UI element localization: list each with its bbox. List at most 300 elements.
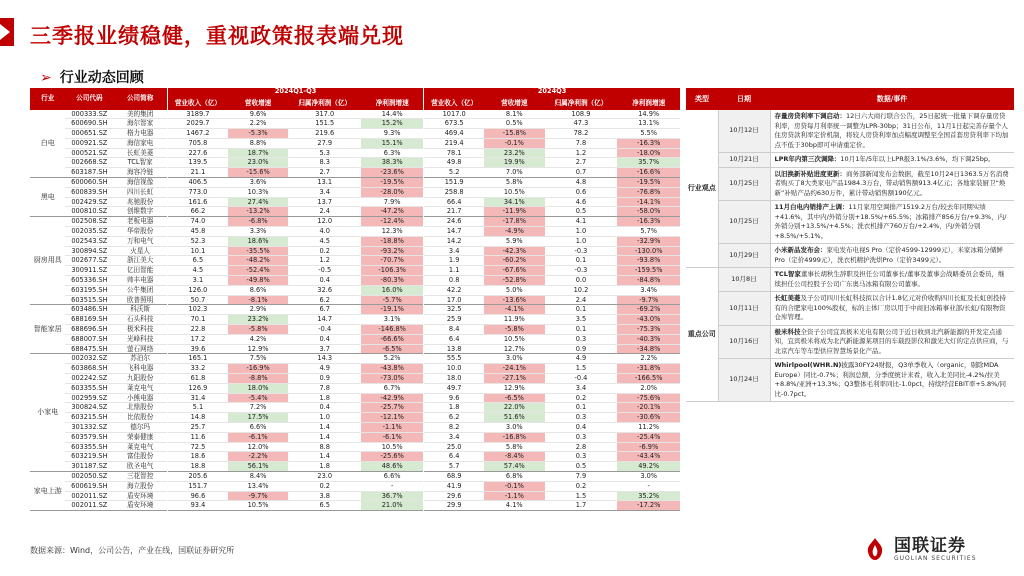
table-cell: 苏泊尔 bbox=[130, 354, 151, 363]
table-cell: 9.6 bbox=[424, 393, 484, 403]
table-cell: 4.1% bbox=[505, 501, 523, 510]
table-cell: 6.4 bbox=[424, 334, 484, 344]
table-cell: -5.3% bbox=[228, 129, 288, 139]
news-event bbox=[770, 292, 1014, 326]
table-cell: -5.8% bbox=[484, 325, 544, 335]
table-cell: 兆驰股份 bbox=[126, 197, 154, 206]
table-cell: -43.0% bbox=[617, 315, 680, 325]
news-event-title: Whirlpool(WHR.N) bbox=[774, 361, 842, 369]
table-cell: 49.7 bbox=[424, 383, 484, 393]
table-row bbox=[30, 197, 680, 207]
table-cell: 2.9% bbox=[249, 305, 267, 314]
table-cell: -4.9% bbox=[484, 227, 544, 237]
col-np-growth: 净利润增速 bbox=[361, 96, 424, 110]
table-cell: 66.4 bbox=[424, 197, 484, 207]
table-cell: -27.1% bbox=[484, 374, 544, 384]
table-cell: 15.1% bbox=[361, 138, 424, 148]
table-cell: 0.8 bbox=[424, 276, 484, 286]
table-cell: 6.5 bbox=[319, 501, 330, 510]
table-cell: -43.8% bbox=[361, 364, 424, 374]
table-cell: 219.4 bbox=[424, 138, 484, 148]
table-cell: -52.4% bbox=[228, 266, 288, 276]
table-cell: 1.0 bbox=[575, 236, 587, 245]
table-cell: 002677.SZ bbox=[71, 256, 108, 265]
table-cell: 603219.SH bbox=[71, 452, 108, 461]
table-cell: 0.3 bbox=[575, 432, 587, 441]
table-cell: 17.5% bbox=[228, 413, 288, 423]
table-cell: 14.4% bbox=[381, 109, 403, 118]
table-cell: 12.0% bbox=[247, 442, 269, 451]
logo-text-cn: 国联证券 bbox=[894, 535, 966, 556]
table-row bbox=[30, 119, 680, 129]
table-cell: -18.0% bbox=[617, 148, 680, 158]
table-cell: 49.8 bbox=[424, 158, 484, 168]
table-cell: 10.5% bbox=[381, 442, 403, 451]
table-cell: -146.8% bbox=[361, 325, 424, 335]
table-cell: -0.4 bbox=[574, 374, 588, 383]
table-cell: 219.6 bbox=[315, 129, 335, 138]
table-cell: 0.1 bbox=[575, 256, 587, 265]
table-cell: 2.4 bbox=[319, 207, 330, 216]
table-row bbox=[30, 471, 680, 481]
table-cell: 0.2 bbox=[575, 481, 587, 490]
table-cell: 欧普照明 bbox=[126, 295, 154, 304]
table-cell: 108.9 bbox=[571, 109, 591, 118]
table-cell: 600690.SH bbox=[71, 119, 108, 128]
table-cell: 5.2 bbox=[424, 168, 484, 178]
table-cell: 0.9 bbox=[319, 374, 330, 383]
table-cell: -42.3% bbox=[484, 246, 544, 256]
table-cell: 0.5% bbox=[505, 119, 523, 128]
table-cell: 25.7 bbox=[167, 423, 227, 433]
news-event-text: 10月1年/5年以上LPR报3.1%/3.6%，均下调25bp。 bbox=[840, 155, 995, 163]
table-row bbox=[30, 217, 680, 227]
table-cell: 25.0 bbox=[424, 442, 484, 452]
table-cell: 8.8 bbox=[319, 442, 330, 451]
table-cell: 17.0 bbox=[424, 295, 484, 305]
table-row bbox=[30, 285, 680, 295]
table-cell: 6.2 bbox=[319, 295, 330, 304]
table-cell: 4.5 bbox=[319, 236, 330, 245]
table-cell: -6.1% bbox=[228, 432, 288, 442]
table-row bbox=[30, 305, 680, 315]
table-cell: -58.0% bbox=[617, 207, 680, 217]
news-event-title: LPR年内第三次调降： bbox=[774, 155, 841, 163]
table-cell: 创维数字 bbox=[126, 207, 154, 216]
table-cell: 673.5 bbox=[424, 119, 484, 129]
table-cell: -5.4% bbox=[228, 393, 288, 403]
table-cell: 301187.SZ bbox=[71, 462, 108, 471]
table-cell: 6.3% bbox=[383, 148, 401, 157]
table-cell: 13.1% bbox=[638, 119, 660, 128]
table-cell: 50.7 bbox=[167, 295, 227, 305]
col-rev: 营业收入（亿） bbox=[167, 96, 227, 110]
table-cell: 688696.SH bbox=[71, 325, 108, 334]
table-cell: -6.5% bbox=[361, 344, 424, 354]
table-cell: 23.2% bbox=[484, 148, 544, 158]
news-table bbox=[686, 88, 1014, 402]
table-cell: -9.7% bbox=[617, 295, 680, 305]
table-cell: 12.7% bbox=[503, 344, 525, 353]
table-cell: 1.9 bbox=[424, 256, 484, 266]
table-cell: - bbox=[647, 481, 650, 490]
table-cell: 72.5 bbox=[167, 442, 227, 452]
table-row bbox=[30, 481, 680, 491]
table-cell: 688007.SH bbox=[71, 334, 108, 343]
industry-group-cell: 小家电 bbox=[37, 408, 59, 417]
table-cell: -14.1% bbox=[617, 197, 680, 207]
table-cell: 15.2% bbox=[361, 119, 424, 129]
table-cell: -70.7% bbox=[361, 256, 424, 266]
table-cell: 705.8 bbox=[167, 138, 227, 148]
table-cell: 11.6 bbox=[167, 432, 227, 442]
table-cell: 36.7% bbox=[361, 491, 424, 501]
table-cell: 0.2 bbox=[319, 246, 330, 255]
table-cell: -32.9% bbox=[617, 236, 680, 246]
col-type: 类型 bbox=[686, 88, 718, 110]
table-cell: 25.9 bbox=[424, 315, 484, 325]
table-cell: 48.6% bbox=[361, 462, 424, 472]
table-cell: 002508.SZ bbox=[71, 217, 108, 226]
table-row bbox=[30, 354, 680, 364]
table-cell: 605336.SH bbox=[71, 276, 108, 285]
table-cell: 102.3 bbox=[167, 305, 227, 315]
table-cell: -166.5% bbox=[617, 374, 680, 384]
table-row bbox=[30, 236, 680, 246]
table-row bbox=[30, 256, 680, 266]
table-cell: 9.6% bbox=[249, 109, 267, 118]
table-cell: 1.8 bbox=[424, 403, 484, 413]
table-row bbox=[30, 364, 680, 374]
industry-group-cell: 智能家居 bbox=[33, 325, 62, 334]
col-event: 数据/事件 bbox=[770, 88, 1014, 110]
table-cell: 4.9 bbox=[319, 364, 330, 373]
table-cell: 23.2% bbox=[228, 315, 288, 325]
table-cell: 3.1% bbox=[383, 315, 401, 324]
table-row bbox=[30, 158, 680, 168]
table-cell: TCL智家 bbox=[127, 158, 153, 167]
table-cell: 1.7 bbox=[575, 501, 587, 510]
period-header-2: 2024Q3 bbox=[424, 88, 680, 96]
table-cell: 000521.SZ bbox=[71, 148, 108, 157]
table-cell: 12.9% bbox=[247, 344, 269, 353]
table-cell: 莱克电气 bbox=[126, 383, 154, 392]
table-cell: -20.1% bbox=[617, 403, 680, 413]
table-cell: -130.0% bbox=[617, 246, 680, 256]
table-cell: 773.0 bbox=[167, 187, 227, 197]
company-logo bbox=[862, 536, 977, 562]
news-event-title: TCL智家 bbox=[774, 270, 801, 278]
table-cell: 0.5 bbox=[575, 207, 587, 216]
table-cell: -42.9% bbox=[361, 393, 424, 403]
table-cell: 4.1 bbox=[575, 217, 587, 226]
table-cell: 205.6 bbox=[167, 471, 227, 481]
table-cell: 002429.SZ bbox=[71, 197, 108, 206]
table-cell: 1.5 bbox=[575, 491, 587, 500]
table-row bbox=[30, 129, 680, 139]
col-code: 公司代码 bbox=[65, 88, 113, 110]
col-np-growth-q3: 净利润增速 bbox=[617, 96, 680, 110]
table-cell: -35.5% bbox=[228, 246, 288, 256]
table-cell: 32.5 bbox=[424, 305, 484, 315]
news-row bbox=[686, 153, 1014, 168]
table-cell: -4.1% bbox=[484, 305, 544, 315]
page-title: 三季报业绩稳健，重视政策报表端兑现 bbox=[30, 24, 404, 48]
table-cell: -2.2% bbox=[228, 452, 288, 462]
table-cell: 18.8 bbox=[167, 462, 227, 472]
table-cell: 002543.SZ bbox=[71, 236, 108, 245]
table-cell: 0.4 bbox=[319, 276, 330, 285]
table-cell: 5.2% bbox=[383, 354, 401, 363]
col-np-q3: 归属净利润（亿） bbox=[545, 96, 618, 110]
table-cell: 10.2 bbox=[573, 285, 589, 294]
news-event-text: 12日六大商行联合公告，25日起统一批量下调存量房贷利率，房贷每月利率统一调整为LPR-30bp；31日公布，11月1日起完善存量个人住房贷款利率定价机制，将较人房贷利率加点幅度调整至全国首套房贷利率下均加点不低于30bp即可申请重定价。 bbox=[774, 112, 1009, 149]
table-cell: -31.8% bbox=[617, 364, 680, 374]
table-cell: 3.1 bbox=[167, 276, 227, 286]
table-cell: 0.3 bbox=[575, 413, 587, 422]
table-cell: 14.8 bbox=[167, 413, 227, 423]
table-cell: 002242.SZ bbox=[71, 374, 108, 383]
table-cell: -24.1% bbox=[484, 364, 544, 374]
table-row bbox=[30, 266, 680, 276]
news-date: 10月11日 bbox=[718, 292, 770, 326]
table-cell: -23.6% bbox=[361, 168, 424, 178]
table-cell: 0.0 bbox=[575, 276, 587, 285]
news-event bbox=[770, 153, 1014, 168]
table-cell: -28.0% bbox=[361, 187, 424, 197]
table-cell: -0.3 bbox=[574, 266, 588, 275]
table-row bbox=[30, 413, 680, 423]
table-cell: -16.3% bbox=[617, 138, 680, 148]
table-cell: -19.1% bbox=[361, 305, 424, 315]
table-cell: 13.1 bbox=[317, 178, 333, 187]
industry-group-cell: 黑电 bbox=[40, 192, 55, 201]
table-cell: 10.5% bbox=[503, 334, 525, 343]
table-cell: 51.6% bbox=[484, 413, 544, 423]
table-cell: 11.2% bbox=[638, 423, 660, 431]
table-cell: 1.4 bbox=[319, 423, 330, 431]
table-cell: 49.2% bbox=[617, 462, 680, 472]
table-cell: 8.4% bbox=[249, 471, 267, 480]
table-cell: 3.0% bbox=[505, 423, 523, 431]
news-event-title: 小米新品发布会： bbox=[774, 246, 827, 254]
table-cell: 002032.SZ bbox=[71, 354, 108, 363]
news-row bbox=[686, 359, 1014, 402]
table-cell: 6.6% bbox=[383, 471, 401, 480]
table-cell: 5.3 bbox=[319, 148, 330, 157]
table-cell: 000651.SZ bbox=[71, 129, 108, 138]
table-row bbox=[30, 334, 680, 344]
table-cell: 74.0 bbox=[167, 217, 227, 227]
table-cell: 12.0 bbox=[317, 217, 333, 226]
table-cell: 富佳股份 bbox=[126, 452, 154, 461]
table-cell: 317.0 bbox=[315, 109, 335, 118]
news-event-text: 董事长胡秋生辞职及担任公司董事长/董事及董事会战略委员会委员，继续担任公司控股子公司广东奥马冰箱有限公司董事。 bbox=[774, 270, 1005, 288]
table-cell: 300824.SZ bbox=[71, 403, 108, 412]
table-cell: 301332.SZ bbox=[71, 423, 108, 431]
table-cell: 1.0 bbox=[319, 413, 330, 422]
table-cell: 23.0 bbox=[317, 471, 333, 480]
table-cell: 8.8% bbox=[249, 138, 267, 147]
table-cell: 3.0% bbox=[505, 354, 523, 363]
col-rev-growth-q3: 营收增速 bbox=[484, 96, 544, 110]
table-cell: - bbox=[390, 481, 394, 490]
table-cell: -12.1% bbox=[361, 413, 424, 423]
table-cell: 38.3% bbox=[361, 158, 424, 168]
table-cell: 盾安环境 bbox=[126, 491, 154, 500]
table-cell: -5.8% bbox=[228, 325, 288, 335]
table-cell: 17.2 bbox=[167, 334, 227, 344]
table-cell: 4.5 bbox=[167, 266, 227, 276]
table-cell: 盾安环境 bbox=[126, 501, 154, 510]
table-cell: -6.8% bbox=[228, 217, 288, 227]
table-cell: 0.4 bbox=[575, 423, 587, 431]
table-cell: 21.7 bbox=[424, 207, 484, 217]
table-cell: 603195.SH bbox=[71, 285, 108, 294]
table-cell: 34.1% bbox=[484, 197, 544, 207]
news-event bbox=[770, 268, 1014, 292]
table-row bbox=[30, 246, 680, 256]
table-cell: 5.0% bbox=[505, 285, 523, 294]
table-cell: 14.7 bbox=[424, 227, 484, 237]
table-cell: 13.8 bbox=[424, 344, 484, 354]
table-cell: 海容冷链 bbox=[126, 168, 154, 177]
news-event-title: 极米科技 bbox=[774, 327, 801, 336]
col-date: 日期 bbox=[718, 88, 770, 110]
table-cell: -12.4% bbox=[361, 217, 424, 227]
table-cell: 2.0% bbox=[640, 383, 658, 392]
table-cell: 93.4 bbox=[167, 501, 227, 511]
table-cell: 海尔智家 bbox=[126, 119, 154, 128]
col-rev-growth: 营收增速 bbox=[228, 96, 288, 110]
table-cell: 52.3 bbox=[167, 236, 227, 246]
table-cell: -66.6% bbox=[361, 334, 424, 344]
table-cell: 12.3% bbox=[381, 227, 403, 236]
table-row bbox=[30, 423, 680, 433]
table-cell: -75.3% bbox=[617, 325, 680, 335]
table-cell: 7.9 bbox=[575, 471, 587, 480]
section-title-text: 行业动态回顾 bbox=[59, 70, 144, 86]
table-cell: 1.4 bbox=[319, 432, 330, 441]
table-cell: 5.7% bbox=[640, 227, 658, 236]
table-cell: -84.8% bbox=[617, 276, 680, 286]
table-cell: -8.1% bbox=[228, 295, 288, 305]
news-row bbox=[686, 292, 1014, 326]
table-cell: 7.5% bbox=[249, 354, 267, 363]
table-row bbox=[30, 207, 680, 217]
table-cell: 469.4 bbox=[424, 129, 484, 139]
table-row bbox=[30, 295, 680, 305]
table-cell: 小熊电器 bbox=[126, 393, 154, 402]
table-cell: 0.1 bbox=[575, 325, 587, 334]
table-cell: 8.6% bbox=[249, 285, 267, 294]
news-event-title: 11月白电内销排产上调： bbox=[774, 203, 849, 211]
news-event-title: 长虹美菱 bbox=[774, 294, 801, 302]
table-cell: 57.4% bbox=[484, 462, 544, 472]
table-cell: 2029.7 bbox=[167, 119, 227, 129]
table-cell: 0.7 bbox=[575, 168, 587, 177]
table-cell: 22.0% bbox=[484, 403, 544, 413]
table-cell: -69.2% bbox=[617, 305, 680, 315]
table-cell: 688475.SH bbox=[71, 344, 108, 353]
industry-group-cell: 厨房用具 bbox=[33, 256, 62, 265]
table-cell: 1.0 bbox=[575, 227, 587, 236]
table-cell: 23.0% bbox=[228, 158, 288, 168]
table-cell: -8.4% bbox=[484, 452, 544, 462]
table-cell: 5.7 bbox=[424, 462, 484, 472]
table-cell: 12.9% bbox=[503, 383, 525, 392]
table-cell: 3189.7 bbox=[167, 110, 227, 119]
table-cell: 600060.SH bbox=[71, 178, 108, 187]
table-cell: 603579.SH bbox=[71, 432, 108, 441]
table-cell: 258.8 bbox=[424, 187, 484, 197]
table-cell: 6.7 bbox=[319, 305, 330, 314]
news-event bbox=[770, 201, 1014, 244]
table-cell: 688169.SH bbox=[71, 315, 108, 324]
table-cell: 1.5 bbox=[575, 364, 587, 373]
news-event bbox=[770, 244, 1014, 268]
table-cell: 6.2 bbox=[424, 413, 484, 423]
news-row bbox=[686, 201, 1014, 244]
table-cell: 78.1 bbox=[424, 148, 484, 158]
table-cell: 4.9 bbox=[575, 354, 587, 363]
table-cell: 3.7 bbox=[319, 344, 330, 353]
table-cell: 35.2% bbox=[617, 491, 680, 501]
news-date: 10月21日 bbox=[718, 153, 770, 168]
table-cell: -9.7% bbox=[228, 491, 288, 501]
table-cell: 002959.SZ bbox=[71, 393, 108, 402]
news-date: 10月25日 bbox=[718, 167, 770, 201]
table-row bbox=[30, 501, 680, 511]
table-cell: 0.3 bbox=[575, 334, 587, 343]
table-cell: 603868.SH bbox=[71, 364, 108, 373]
table-cell: 47.3 bbox=[573, 119, 589, 128]
table-cell: 8.3 bbox=[319, 158, 330, 167]
table-row bbox=[30, 432, 680, 442]
table-cell: 1017.0 bbox=[424, 110, 484, 119]
table-cell: -13.6% bbox=[484, 295, 544, 305]
table-cell: -0.3 bbox=[574, 246, 588, 255]
table-cell: 2.8 bbox=[575, 442, 587, 451]
table-cell: 11.9% bbox=[503, 315, 525, 324]
table-cell: 000921.SZ bbox=[71, 138, 108, 147]
table-cell: 31.4 bbox=[167, 393, 227, 403]
table-cell: 3.5 bbox=[575, 315, 587, 324]
table-cell: -19.5% bbox=[617, 178, 680, 188]
table-cell: 2.2% bbox=[249, 119, 267, 128]
table-cell: 18.6 bbox=[167, 452, 227, 462]
table-cell: 公牛集团 bbox=[126, 285, 154, 294]
table-cell: 三花智控 bbox=[126, 471, 154, 480]
table-cell: -1.1% bbox=[484, 491, 544, 501]
table-cell: 27.9 bbox=[317, 138, 333, 147]
table-cell: 万和电气 bbox=[126, 236, 154, 245]
table-row bbox=[30, 491, 680, 501]
table-cell: -16.3% bbox=[617, 217, 680, 227]
table-cell: 151.9 bbox=[424, 178, 484, 188]
table-cell: -18.8% bbox=[361, 236, 424, 246]
table-cell: -16.6% bbox=[617, 168, 680, 178]
table-cell: 5.8% bbox=[505, 442, 523, 451]
table-cell: -43.4% bbox=[617, 452, 680, 462]
table-cell: 1467.2 bbox=[167, 129, 227, 139]
table-cell: 3.4 bbox=[424, 432, 484, 442]
table-cell: -93.2% bbox=[361, 246, 424, 256]
table-cell: 3.6% bbox=[249, 178, 267, 187]
table-row bbox=[30, 442, 680, 452]
table-cell: 海信视像 bbox=[126, 178, 154, 187]
table-cell: 603486.SH bbox=[71, 305, 108, 314]
